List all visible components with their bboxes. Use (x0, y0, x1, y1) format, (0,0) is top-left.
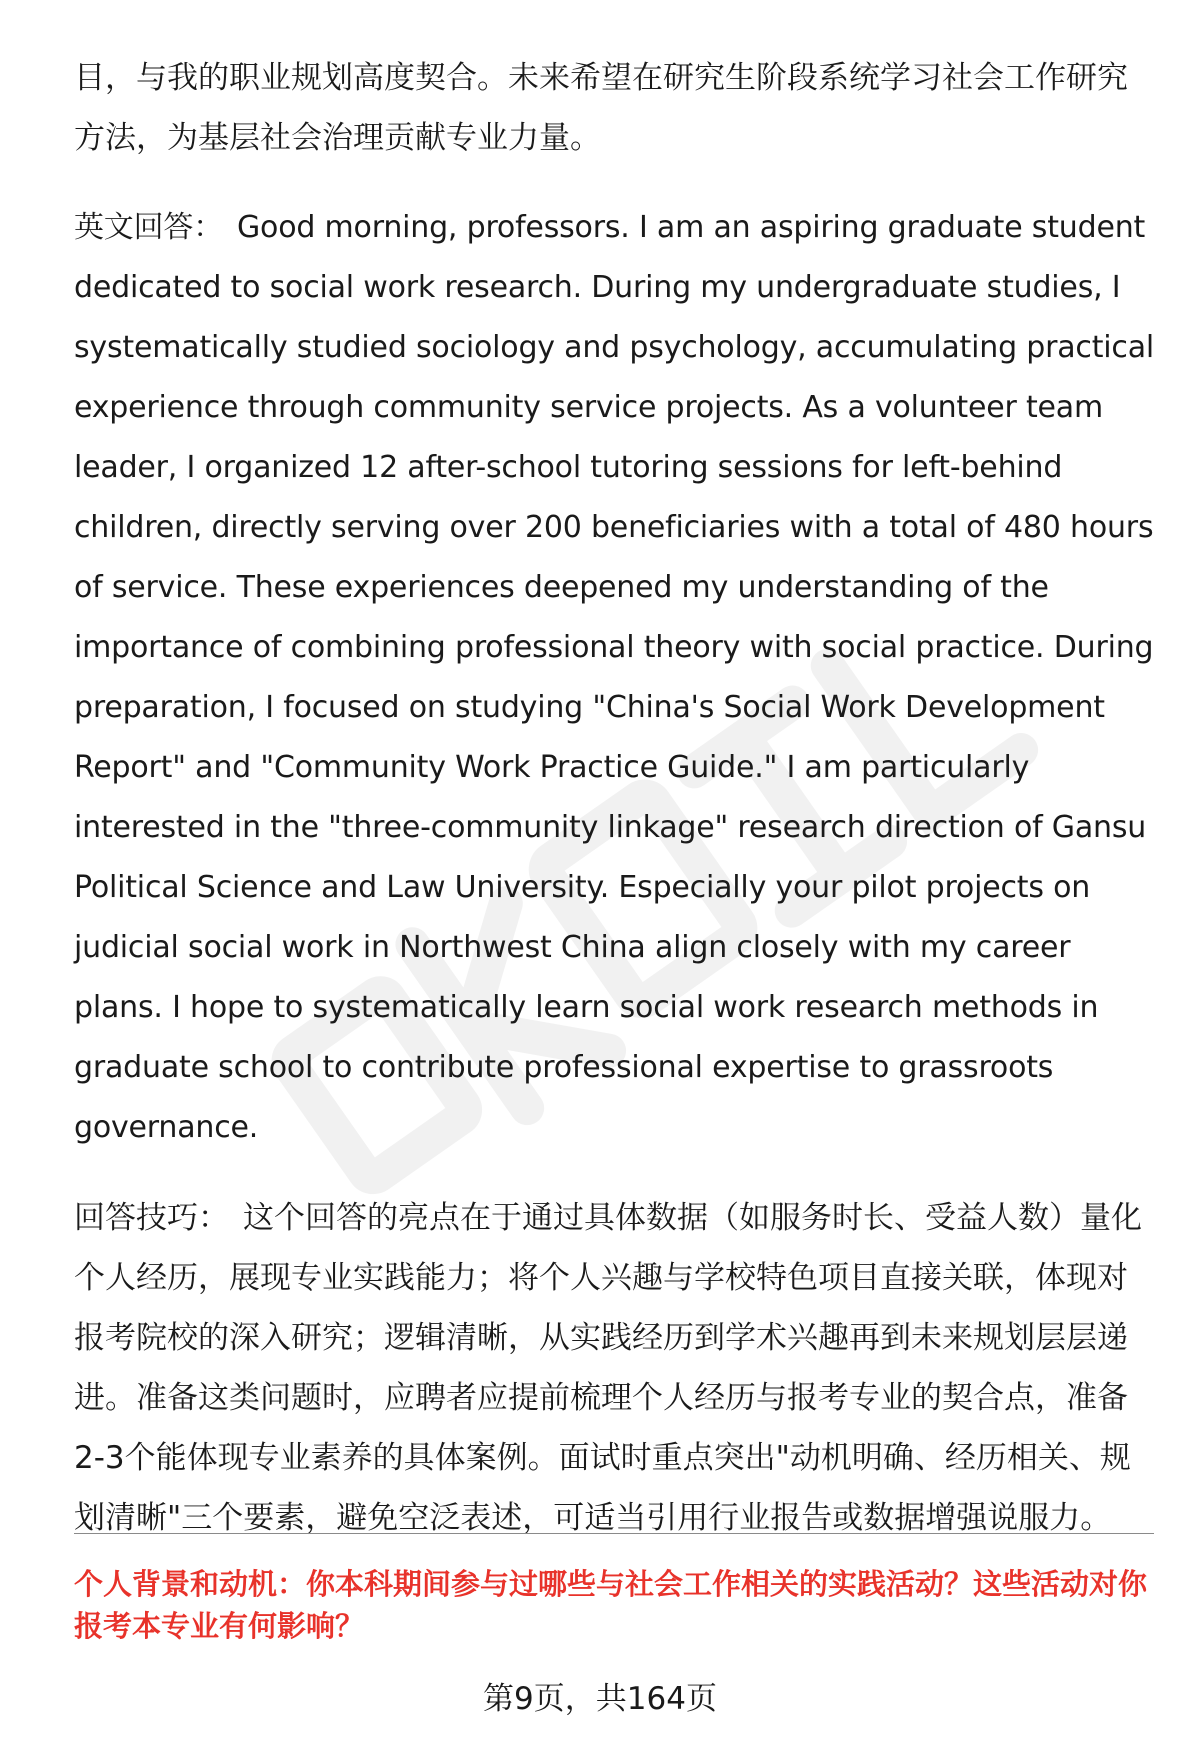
english-answer-label: 英文回答： (74, 210, 223, 245)
intro-tail-paragraph: 目，与我的职业规划高度契合。未来希望在研究生阶段系统学习社会工作研究方法，为基层社会治理贡献专业力量。 (74, 60, 1128, 156)
next-question-heading: 个人背景和动机：你本科期间参与过哪些与社会工作相关的实践活动？这些活动对你报考本专业有何影响？ (74, 1567, 1148, 1643)
page-indicator: 第9页，共164页 (483, 1681, 717, 1717)
tips-text: 这个回答的亮点在于通过具体数据（如服务时长、受益人数）量化个人经历，展现专业实践能力；将个人兴趣与学校特色项目直接关联，体现对报考院校的深入研究；逻辑清晰，从实践经历到学术兴趣再到未来规划层层递进。准备这类问题时，应聘者应提前梳理个人经历与报考专业的契合点，准备2-3个能体现专业素养的具体案例。面试时重点突出"动机明确、经历相关、规划清晰"三个要素，避免空泛表述，可适当引用行业报告或数据增强说服力。 (74, 1200, 1142, 1536)
english-answer-paragraph (74, 198, 1154, 1158)
english-answer-text: Good morning, professors. I am an aspiring graduate student dedicated to social work research. During my undergraduate studies, I systematically studied sociology and psychology, accumulating practical experience through community service projects. As a volunteer team leader, I organized 12 after-school tutoring sessions for left-behind children, directly serving over 200 beneficiaries with a total of 480 hours of service. These experiences deepened my understanding of the importance of combining professional theory with social practice. During preparation, I focused on studying "China's Social Work Development Report" and "Community Work Practice Guide." I am particularly interested in the "three-community linkage" research direction of Gansu Political Science and Law University. Especially your pilot projects on judicial social work in Northwest China align closely with my career plans. I hope to systematically learn social work research methods in graduate school to contribute professional expertise to grassroots governance. (74, 210, 1155, 1145)
tips-paragraph (74, 1188, 1154, 1548)
main-content (74, 48, 1154, 1548)
tips-label: 回答技巧： (74, 1200, 229, 1236)
section-divider (74, 1533, 1154, 1534)
